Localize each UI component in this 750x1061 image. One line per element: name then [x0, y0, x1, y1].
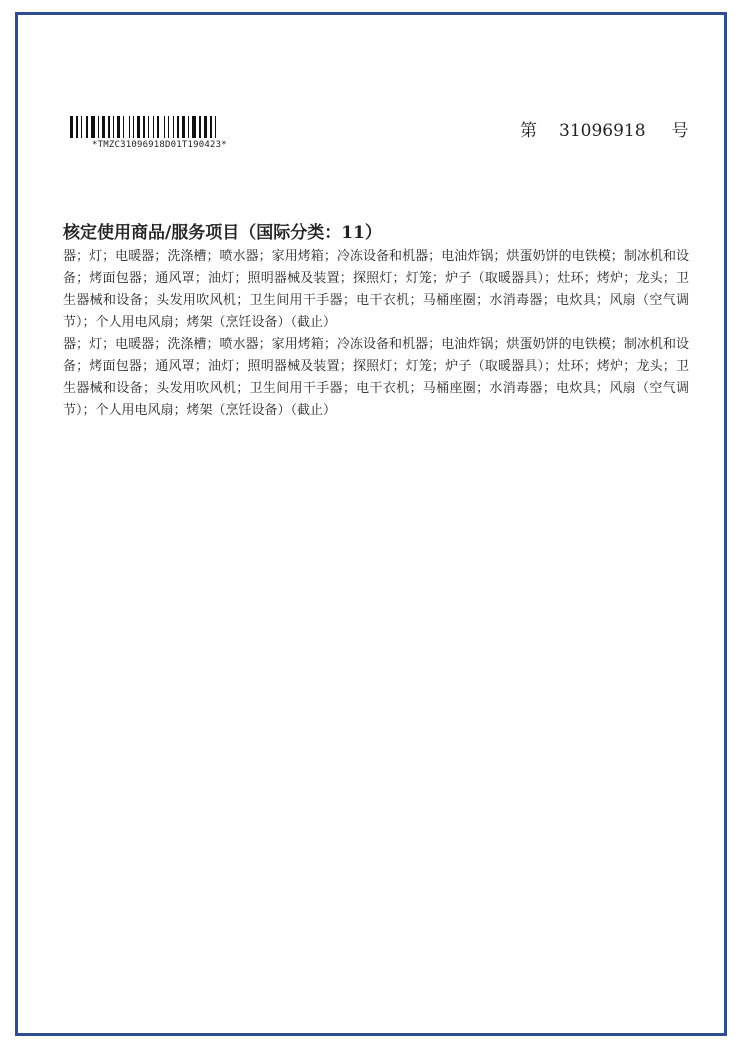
barcode-bar [157, 116, 159, 138]
barcode-bar [197, 116, 198, 138]
goods-list [63, 246, 689, 422]
barcode-bar [188, 116, 189, 138]
registration-prefix: 第 [520, 121, 537, 141]
barcode-bar [137, 116, 140, 138]
barcode-bar [190, 116, 191, 138]
barcode-bar [173, 116, 174, 138]
barcode-bar [160, 116, 163, 138]
barcode-bar [168, 116, 169, 138]
barcode-bar [106, 116, 107, 138]
barcode-bar [133, 116, 134, 138]
barcode-bar [83, 116, 85, 138]
barcode-bar [81, 116, 82, 138]
barcode-bar [74, 116, 75, 138]
barcode-bar [123, 116, 124, 138]
barcode-bar [129, 116, 130, 138]
barcode-bar [210, 116, 212, 138]
barcode-bar [146, 116, 147, 138]
barcode-bar [141, 116, 142, 138]
barcode-bar [108, 116, 110, 138]
barcode-bar [213, 116, 214, 138]
registration-number [520, 116, 689, 141]
barcode-bar [208, 116, 209, 138]
barcode-bar [102, 116, 105, 138]
barcode-bar [100, 116, 101, 138]
barcode-bar [202, 116, 203, 138]
barcode-bar [89, 116, 90, 138]
barcode-bar [143, 116, 145, 138]
barcode-bar [86, 116, 88, 138]
registration-suffix: 号 [671, 121, 689, 141]
barcode-bar [204, 116, 207, 138]
barcode-bar [96, 116, 97, 138]
barcode-image [70, 116, 252, 138]
barcode-bar [79, 116, 80, 138]
goods-paragraph: 器；灯；电暖器；洗涤槽；喷水器；家用烤箱；冷冻设备和机器；电油炸锅；烘蛋奶饼的电铁模；制冰机和设备；烤面包器；通风罩；油灯；照明器械及装置；探照灯；灯笼；炉子（取暖器具）；灶环；烤炉；龙头；卫生器械和设备；头发用吹风机；卫生间用干手器；电干衣机；马桶座圈；水消毒器；电炊具；风扇（空气调节）；个人用电风扇；烤架（烹饪设备）（截止） [63, 337, 689, 418]
barcode-bar [199, 116, 201, 138]
barcode-bar [186, 116, 187, 138]
barcode-bar [164, 116, 165, 138]
barcode-bar [150, 116, 152, 138]
barcode-bar [217, 116, 219, 138]
barcode-bar [180, 116, 181, 138]
barcode-bar [125, 116, 128, 138]
barcode-bar [113, 116, 114, 138]
page-border [15, 12, 727, 1036]
barcode-block [92, 116, 252, 150]
barcode-bar [175, 116, 176, 138]
barcode-bar [166, 116, 167, 138]
barcode-bar [76, 116, 78, 138]
goods-heading: 核定使用商品/服务项目（国际分类：11） [63, 223, 382, 243]
barcode-bar [155, 116, 156, 138]
barcode-bar [115, 116, 116, 138]
barcode-bar [135, 116, 136, 138]
barcode-bar [192, 116, 196, 138]
registration-number-value: 31096918 [559, 121, 646, 141]
barcode-bar [111, 116, 112, 138]
barcode-bar [153, 116, 154, 138]
barcode-bar [177, 116, 179, 138]
barcode-caption: *TMZC31096918D01T190423* [92, 140, 227, 150]
barcode-bar [170, 116, 172, 138]
barcode-bar [98, 116, 99, 138]
barcode-bar [148, 116, 149, 138]
barcode-bar [70, 116, 73, 138]
barcode-bar [121, 116, 122, 138]
barcode-bar [215, 116, 216, 138]
barcode-bar [182, 116, 185, 138]
goods-paragraph: 器；灯；电暖器；洗涤槽；喷水器；家用烤箱；冷冻设备和机器；电油炸锅；烘蛋奶饼的电铁模；制冰机和设备；烤面包器；通风罩；油灯；照明器械及装置；探照灯；灯笼；炉子（取暖器具）；灶环；烤炉；龙头；卫生器械和设备；头发用吹风机；卫生间用干手器；电干衣机；马桶座圈；水消毒器；电炊具；风扇（空气调节）；个人用电风扇；烤架（烹饪设备）（截止） [63, 249, 689, 330]
barcode-bar [131, 116, 132, 138]
barcode-bar [91, 116, 95, 138]
barcode-bar [117, 116, 120, 138]
